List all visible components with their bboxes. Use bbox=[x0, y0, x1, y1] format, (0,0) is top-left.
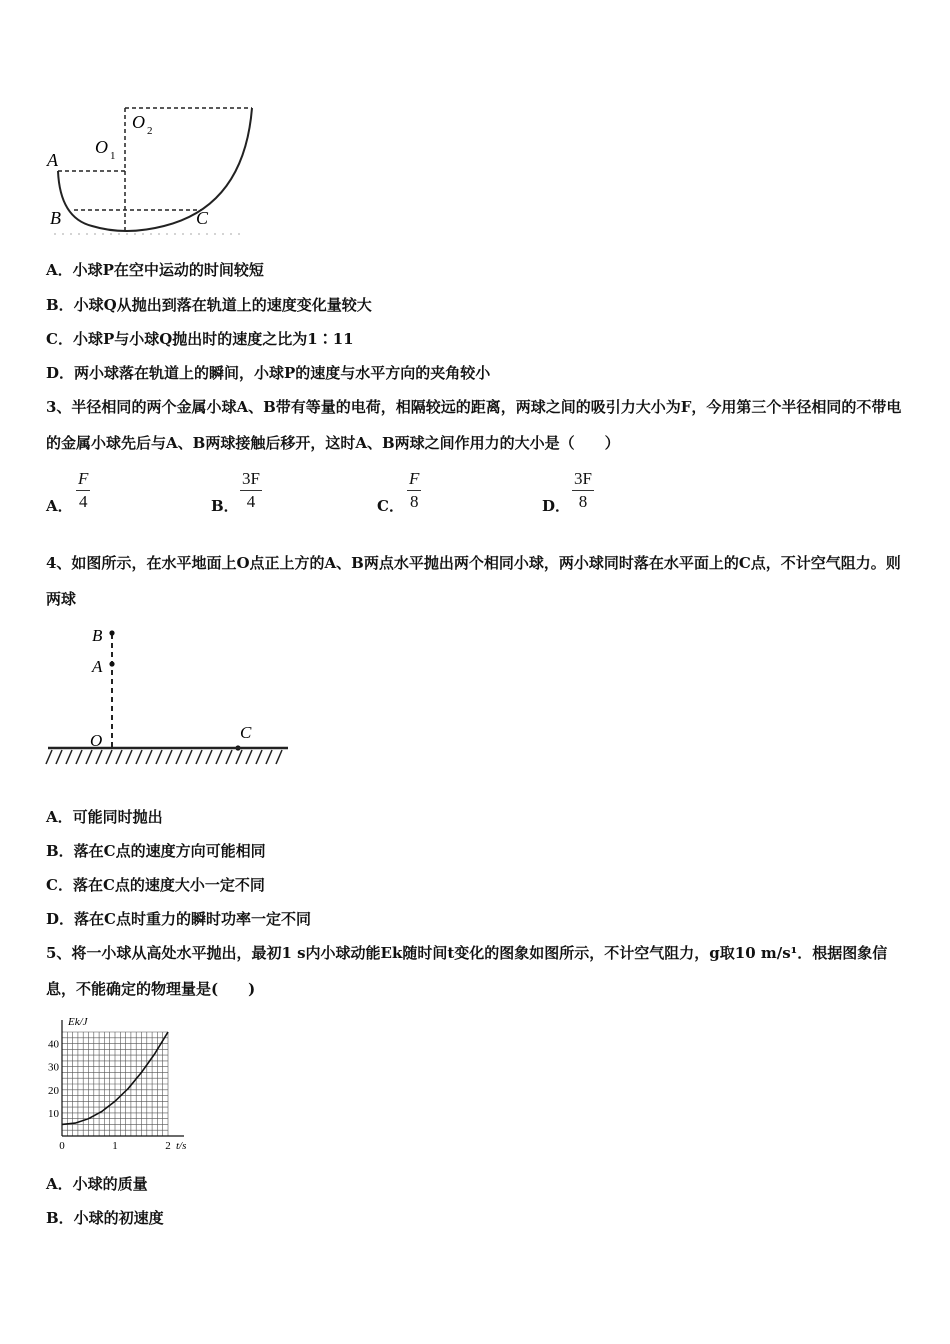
q3-stem: 3、半径相同的两个金属小球A、B带有等量的电荷，相隔较远的距离，两球之间的吸引力大小为F，今用第三个半径相同的不带电的金属小球先后与A、B两球接触后移开，这时A、B两球之间作用力的大小是（ ） bbox=[46, 398, 902, 452]
q3-option-a-num: F bbox=[76, 468, 90, 491]
projectile-figure bbox=[44, 622, 294, 774]
track-figure bbox=[44, 100, 264, 242]
q3-option-d-den: 8 bbox=[578, 492, 588, 511]
label-a: A bbox=[47, 150, 58, 170]
q3-option-b-den: 4 bbox=[246, 492, 256, 511]
q3-option-a-den: 4 bbox=[78, 492, 88, 511]
q3-option-a-fraction bbox=[76, 468, 90, 513]
ek-chart bbox=[40, 1010, 205, 1158]
q2-option-b: B．小球Q从抛出到落在轨道上的速度变化量较大 bbox=[46, 296, 372, 314]
q3-option-b-num: 3F bbox=[240, 468, 262, 491]
point-a bbox=[109, 661, 114, 666]
label-o1: O bbox=[95, 137, 108, 157]
q3-option-b-fraction bbox=[240, 468, 262, 513]
label-o2-sub: 2 bbox=[147, 125, 153, 137]
label-c: C bbox=[196, 208, 209, 228]
label-a: A bbox=[92, 657, 103, 676]
q3-option-c-den: 8 bbox=[409, 492, 419, 511]
label-b: B bbox=[92, 626, 103, 645]
point-b bbox=[109, 630, 114, 635]
q2-option-c: C．小球P与小球Q抛出时的速度之比为1∶11 bbox=[46, 330, 354, 348]
x-tick-label: 2 bbox=[165, 1140, 171, 1152]
q2-option-a: A．小球P在空中运动的时间较短 bbox=[46, 261, 264, 279]
q3-option-c-label: C． bbox=[377, 497, 404, 515]
q5-option-a: A．小球的质量 bbox=[46, 1175, 148, 1193]
y-tick-label: 40 bbox=[48, 1038, 59, 1051]
y-tick-label: 10 bbox=[48, 1107, 59, 1120]
q3-option-d-num: 3F bbox=[572, 468, 594, 491]
q3-option-c-num: F bbox=[407, 468, 421, 491]
ground-hatching bbox=[46, 750, 282, 764]
q4-stem: 4、如图所示，在水平地面上O点正上方的A、B两点水平抛出两个相同小球，两小球同时落在水平面上的C点，不计空气阻力。则两球 bbox=[46, 554, 901, 608]
semicircle-track bbox=[58, 108, 252, 231]
q3-option-d-fraction bbox=[572, 468, 594, 513]
q3-option-a-label: A． bbox=[46, 497, 73, 515]
q5-option-b: B．小球的初速度 bbox=[46, 1209, 164, 1227]
q4-option-a: A．可能同时抛出 bbox=[46, 808, 163, 826]
y-axis-label: Ek/J bbox=[68, 1016, 88, 1028]
q4-option-d: D．落在C点时重力的瞬时功率一定不同 bbox=[46, 910, 311, 928]
q4-option-c: C．落在C点的速度大小一定不同 bbox=[46, 876, 265, 894]
x-tick-label: 0 bbox=[59, 1140, 65, 1152]
q3-option-c-fraction bbox=[407, 468, 421, 513]
label-c: C bbox=[240, 723, 252, 742]
label-o: O bbox=[90, 731, 103, 750]
x-tick-label: 1 bbox=[112, 1140, 118, 1152]
label-o1-sub: 1 bbox=[110, 150, 116, 162]
q3-option-d-label: D． bbox=[542, 497, 571, 515]
q3-option-b-label: B． bbox=[211, 497, 239, 515]
y-tick-label: 20 bbox=[48, 1084, 59, 1097]
q4-option-b: B．落在C点的速度方向可能相同 bbox=[46, 842, 266, 860]
label-o2: O bbox=[132, 112, 145, 132]
q5-stem: 5、将一小球从高处水平抛出，最初1 s内小球动能Ek随时间t变化的图象如图所示，不计空气阻力，g取10 m/s¹．根据图象信息，不能确定的物理量是( ) bbox=[46, 944, 888, 998]
y-tick-label: 30 bbox=[48, 1061, 59, 1074]
x-axis-label: t/s bbox=[176, 1140, 187, 1152]
label-b: B bbox=[50, 208, 61, 228]
q2-option-d: D．两小球落在轨道上的瞬间，小球P的速度与水平方向的夹角较小 bbox=[46, 364, 491, 382]
